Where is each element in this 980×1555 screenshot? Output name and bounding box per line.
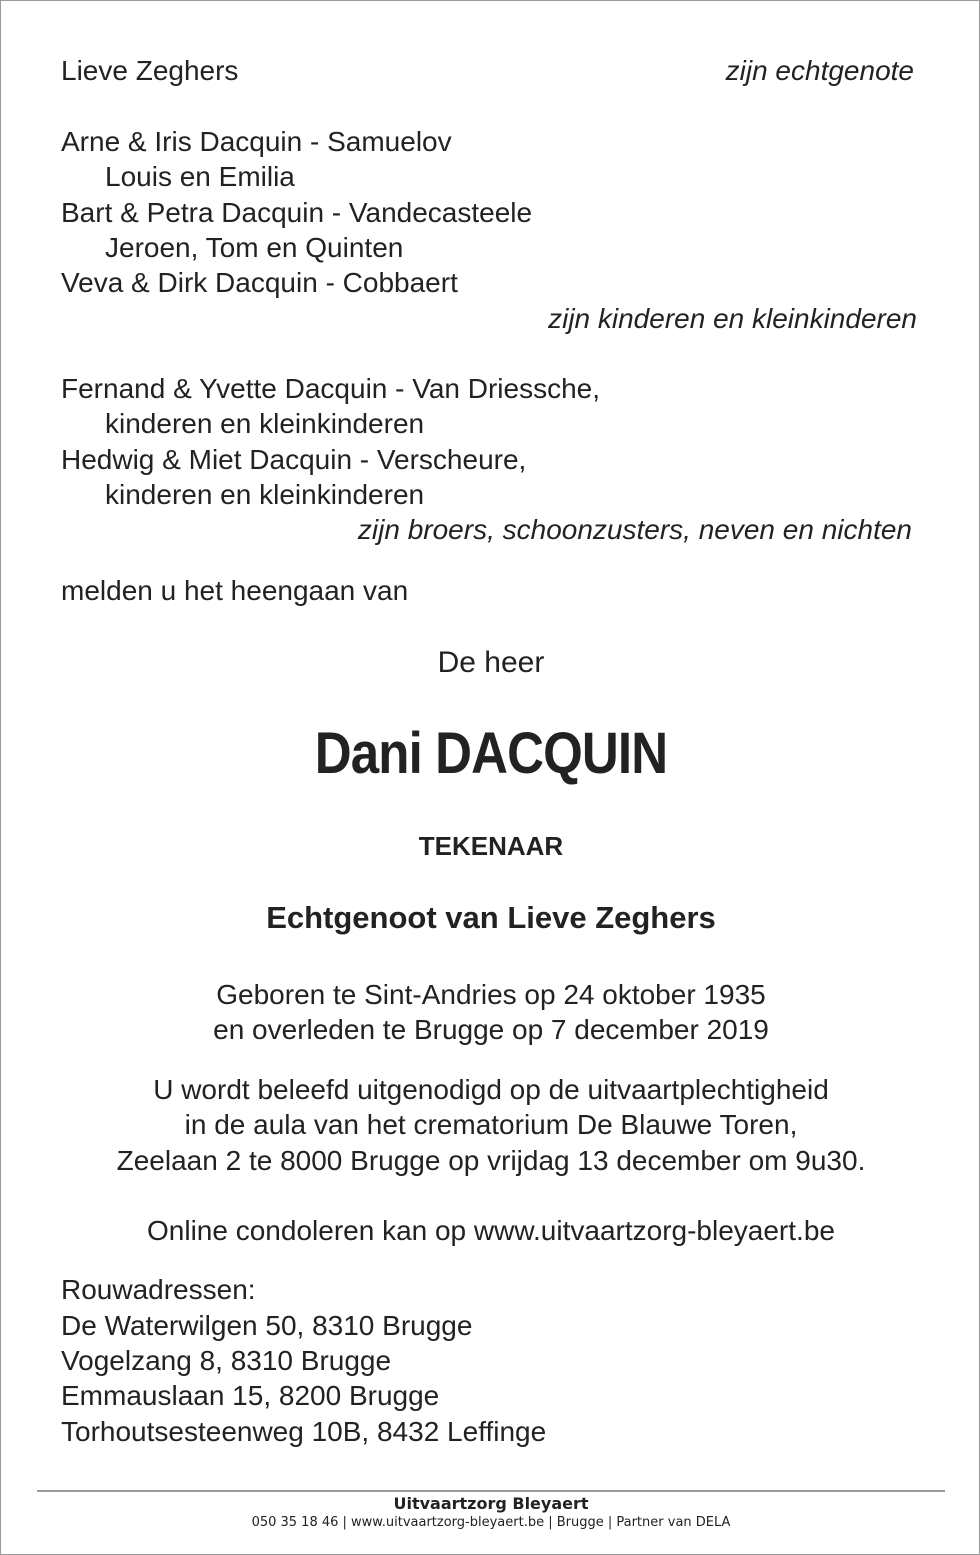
footer-divider [37, 1490, 945, 1492]
ceremony-line: Zeelaan 2 te 8000 Brugge op vrijdag 13 december om 9u30. [116, 1145, 866, 1176]
spouse-name: Lieve Zeghers [61, 55, 239, 86]
children-relation: zijn kinderen en kleinkinderen [548, 303, 917, 334]
deceased-profession: TEKENAAR [418, 831, 564, 861]
family-line: Bart & Petra Dacquin - Vandecasteele [61, 197, 533, 228]
death-line: en overleden te Brugge op 7 december 2019 [213, 1014, 769, 1045]
birth-line: Geboren te Sint-Andries op 24 oktober 1935 [216, 979, 766, 1010]
family-line: Arne & Iris Dacquin - Samuelov [61, 126, 452, 157]
address-line: De Waterwilgen 50, 8310 Brugge [61, 1310, 473, 1341]
ceremony-line: in de aula van het crematorium De Blauwe Toren, [184, 1109, 798, 1140]
address-line: Vogelzang 8, 8310 Brugge [61, 1345, 392, 1376]
spouse-of-line: Echtgenoot van Lieve Zeghers [266, 900, 716, 935]
grandchildren-line: Jeroen, Tom en Quinten [105, 232, 404, 263]
deceased-title: De heer [437, 646, 545, 679]
family-line: Veva & Dirk Dacquin - Cobbaert [61, 267, 458, 298]
sibling-line: Fernand & Yvette Dacquin - Van Driessche, [61, 373, 601, 404]
ceremony-line: U wordt beleefd uitgenodigd op de uitvaartplechtigheid [153, 1074, 829, 1105]
grandchildren-line: Louis en Emilia [105, 161, 295, 192]
sibling-family-line: kinderen en kleinkinderen [105, 408, 425, 439]
address-line: Emmauslaan 15, 8200 Brugge [61, 1380, 440, 1411]
announcement-text: melden u het heengaan van [61, 575, 409, 606]
spouse-relation: zijn echtgenote [725, 55, 914, 86]
sibling-family-line: kinderen en kleinkinderen [105, 479, 425, 510]
deceased-name: Dani DACQUIN [314, 721, 668, 786]
siblings-relation: zijn broers, schoonzusters, neven en nichten [357, 514, 912, 545]
condolence-text: Online condoleren kan op www.uitvaartzorg-bleyaert.be [147, 1215, 835, 1246]
addresses-heading: Rouwadressen: [61, 1274, 256, 1305]
address-line: Torhoutsesteenweg 10B, 8432 Leffinge [61, 1416, 547, 1447]
footer-company: Uitvaartzorg Bleyaert [393, 1494, 589, 1513]
footer-info: 050 35 18 46 | www.uitvaartzorg-bleyaert.be | Brugge | Partner van DELA [251, 1515, 731, 1530]
sibling-line: Hedwig & Miet Dacquin - Verscheure, [61, 444, 527, 475]
